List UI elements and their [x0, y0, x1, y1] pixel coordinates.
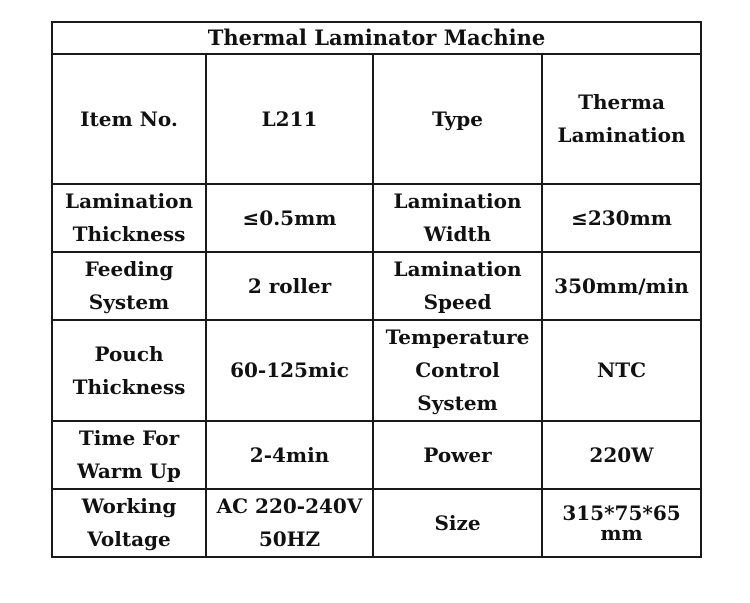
table-row: [52, 252, 701, 320]
spec-value: [542, 421, 701, 489]
spec-label: [373, 184, 542, 252]
label-line: Lamination: [65, 189, 193, 213]
value-line: Therma: [578, 90, 665, 114]
label-line: Pouch: [94, 341, 164, 366]
table-row: [52, 489, 701, 557]
label-line: Temperature: [385, 325, 530, 349]
table-row: [52, 184, 701, 252]
value-line: L211: [261, 106, 318, 131]
spec-label: [52, 252, 206, 320]
table-row: [52, 320, 701, 421]
label-line: Item No.: [80, 106, 178, 131]
label-line: System: [417, 391, 498, 415]
spec-label: [373, 489, 542, 557]
label-line: System: [88, 290, 170, 314]
table-title: Thermal Laminator Machine: [52, 22, 701, 54]
spec-label: [373, 252, 542, 320]
label-line: Voltage: [87, 527, 171, 551]
spec-value: [542, 489, 701, 557]
label-line: Feeding: [84, 257, 174, 281]
label-line: Width: [423, 222, 492, 246]
spec-label: [52, 184, 206, 252]
value-line: Lamination: [557, 123, 686, 147]
label-line: Working: [81, 494, 177, 518]
value-line: 60-125mic: [230, 358, 349, 382]
value-line: 350mm/min: [554, 273, 689, 298]
spec-value: [206, 54, 373, 184]
value-line: 315*75*65: [562, 501, 681, 525]
label-line: Power: [423, 442, 492, 467]
spec-value: [206, 489, 373, 557]
spec-label: [373, 320, 542, 421]
spec-label: [373, 421, 542, 489]
label-line: Lamination: [393, 257, 522, 281]
spec-label: [52, 421, 206, 489]
spec-value: [542, 54, 701, 184]
spec-value: [206, 421, 373, 489]
table-row: [52, 54, 701, 184]
label-line: Thickness: [72, 374, 186, 399]
label-line: Control: [415, 358, 500, 382]
spec-value: [206, 320, 373, 421]
spec-table: [51, 21, 702, 558]
label-line: Lamination: [393, 189, 522, 213]
value-line: ≤230mm: [571, 205, 672, 230]
label-line: Warm Up: [77, 459, 181, 483]
spec-value: [206, 184, 373, 252]
spec-label: [52, 54, 206, 184]
spec-label: [52, 489, 206, 557]
label-line: Thickness: [72, 222, 186, 246]
table-row: [52, 421, 701, 489]
spec-value: [206, 252, 373, 320]
value-line: NTC: [596, 358, 647, 382]
value-line: 50HZ: [258, 527, 321, 551]
spec-value: [542, 252, 701, 320]
value-line: ≤0.5mm: [242, 205, 337, 230]
spec-value: [542, 320, 701, 421]
label-line: Time For: [78, 426, 180, 450]
label-line: Size: [434, 510, 481, 535]
label-line: Speed: [423, 290, 492, 314]
value-line: AC 220-240V: [216, 494, 363, 518]
label-line: Type: [431, 106, 483, 131]
value-line: 2-4min: [249, 442, 330, 467]
value-line: 220W: [589, 442, 654, 467]
spec-label: [52, 320, 206, 421]
value-line: 2 roller: [247, 273, 332, 298]
spec-label: [373, 54, 542, 184]
spec-value: [542, 184, 701, 252]
value-line: mm: [600, 521, 643, 545]
